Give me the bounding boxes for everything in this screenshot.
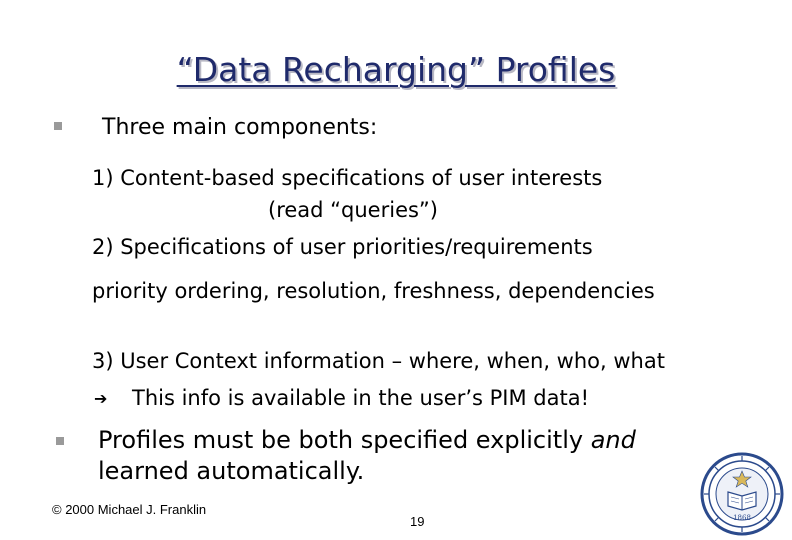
component-1-line: 1) Content-based specifications of user interests <box>92 166 603 190</box>
university-seal-icon <box>700 452 784 540</box>
copyright-text: © 2000 Michael J. Franklin <box>52 502 207 517</box>
bullet-text-emphasis: and <box>590 426 636 454</box>
bullet-text: Three main components: <box>102 115 378 140</box>
bullet-marker <box>54 122 62 130</box>
slide-title: “Data Recharging” Profiles <box>176 50 616 89</box>
component-2-line: 2) Specifications of user priorities/requirements <box>92 235 593 259</box>
page-number: 19 <box>410 514 425 529</box>
component-2-subline: priority ordering, resolution, freshness, dependencies <box>92 279 655 303</box>
bullet-text <box>98 425 636 455</box>
seal-year: 1868 <box>733 514 751 522</box>
bullet-marker <box>56 437 64 445</box>
component-1-subline: (read “queries”) <box>268 198 438 222</box>
bullet-text-continuation: learned automatically. <box>98 457 365 485</box>
component-3-subline: This info is available in the user’s PIM data! <box>132 386 589 410</box>
arrow-right-icon: ➔ <box>94 389 108 408</box>
component-3-line: 3) User Context information – where, when, who, what <box>92 349 665 373</box>
bullet-text-segment: Profiles must be both specified explicitly <box>98 426 591 454</box>
